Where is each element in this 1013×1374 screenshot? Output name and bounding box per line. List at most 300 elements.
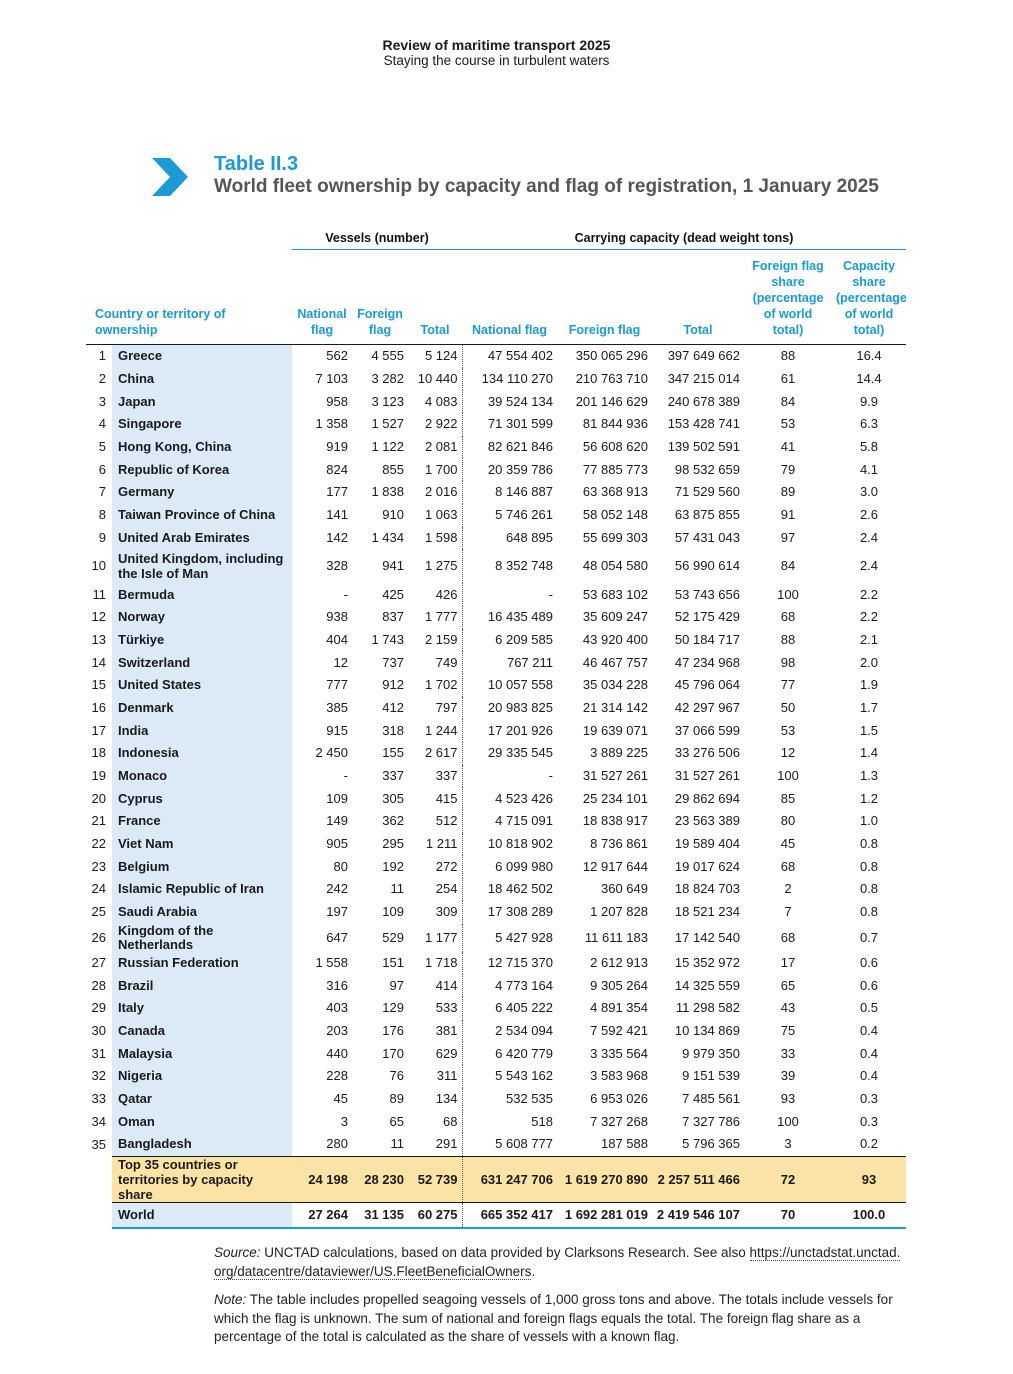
cell-vessels-national: 197	[326, 904, 348, 920]
cell-vessels-national: 141	[326, 507, 348, 523]
row-name: Brazil	[112, 974, 292, 997]
cell-foreign-share: 88	[780, 631, 796, 647]
cell-capacity-foreign: 56 608 620	[582, 439, 648, 455]
cell-capacity-national: 6 420 779	[495, 1045, 553, 1061]
table-row	[86, 368, 906, 391]
cell-vessels-foreign: 65	[389, 1113, 404, 1129]
cell-vessels-total: 1 244	[408, 719, 462, 742]
cell-vessels-national: 915	[326, 722, 348, 738]
cell-capacity-total: 11 298 582	[675, 1000, 740, 1016]
cell-capacity-share: 4.1	[859, 461, 879, 477]
row-rank: 19	[91, 768, 106, 784]
cell-foreign-share: 97	[780, 529, 796, 545]
cell-vessels-foreign: 1 527	[371, 416, 404, 432]
cell-capacity-national: 4 523 426	[495, 790, 553, 806]
row-rank: 15	[91, 677, 106, 693]
cell-vessels-national: 1 358	[315, 416, 348, 432]
cell-capacity-share: 0.8	[859, 836, 879, 852]
cell-vessels-national: 80	[333, 858, 348, 874]
table-row	[86, 974, 906, 997]
cell-vessels-total: 60 275	[408, 1202, 462, 1228]
row-rank: 7	[98, 484, 106, 500]
cell-capacity-total: 47 234 968	[674, 654, 740, 670]
cell-foreign-share: 84	[780, 393, 796, 409]
cell-vessels-foreign: 11	[390, 1136, 404, 1152]
col-vessels-total: Total	[408, 250, 462, 345]
cell-capacity-total: 19 017 624	[674, 858, 740, 874]
cell-vessels-total: 291	[408, 1133, 462, 1156]
cell-capacity-national: 17 201 926	[487, 722, 553, 738]
row-rank: 33	[91, 1090, 106, 1106]
cell-vessels-national: 777	[326, 677, 348, 693]
cell-vessels-total: 2 922	[408, 413, 462, 436]
cell-capacity-total: 53 743 656	[674, 586, 740, 602]
cell-vessels-national: 403	[326, 1000, 348, 1016]
cell-capacity-foreign: 3 889 225	[590, 745, 648, 761]
cell-vessels-total: 1 777	[408, 606, 462, 629]
cell-capacity-share: 1.5	[859, 722, 879, 738]
cell-capacity-share: 0.7	[859, 929, 879, 945]
top35-row	[86, 1156, 906, 1202]
row-name: Italy	[112, 997, 292, 1020]
cell-vessels-foreign: 3 282	[371, 371, 404, 387]
table-row	[86, 1110, 906, 1133]
table-row	[86, 1088, 906, 1111]
cell-capacity-share: 0.8	[859, 858, 879, 874]
col-capacity-share: Capacity share (percentage of world total)	[832, 250, 906, 345]
table-row	[86, 458, 906, 481]
table-row	[86, 697, 906, 720]
cell-vessels-national: 280	[326, 1136, 348, 1152]
cell-capacity-national: 4 715 091	[495, 813, 553, 829]
cell-capacity-share: 0.3	[859, 1090, 879, 1106]
cell-vessels-total: 1 063	[408, 504, 462, 527]
cell-vessels-total: 1 211	[408, 833, 462, 856]
cell-capacity-foreign: 350 065 296	[575, 348, 648, 364]
cell-vessels-national: 27 264	[292, 1202, 352, 1228]
row-rank: 29	[91, 1000, 106, 1016]
cell-capacity-national: 47 554 402	[487, 348, 553, 364]
cell-foreign-share: 65	[780, 977, 796, 993]
cell-capacity-total: 15 352 972	[674, 954, 740, 970]
cell-capacity-foreign: 53 683 102	[582, 586, 648, 602]
row-name: World	[112, 1202, 292, 1228]
cell-foreign-share: 53	[780, 416, 796, 432]
row-rank: 27	[91, 954, 106, 970]
row-rank: 35	[91, 1136, 106, 1152]
table-row	[86, 924, 906, 952]
row-name: Oman	[112, 1110, 292, 1133]
cell-capacity-share: 0.4	[859, 1022, 879, 1038]
cell-capacity-foreign: 18 838 917	[582, 813, 648, 829]
cell-capacity-share: 1.4	[859, 745, 879, 761]
cell-vessels-national: 12	[333, 654, 348, 670]
cell-capacity-total: 37 066 599	[674, 722, 740, 738]
source-note: Source: UNCTAD calculations, based on data provided by Clarksons Research. See also https://unctadstat.unctad.org/datacentre/dataviewer/US.FleetBeneficialOwners.	[214, 1245, 901, 1279]
cell-capacity-total: 45 796 064	[674, 677, 740, 693]
cell-vessels-total: 254	[408, 878, 462, 901]
cell-vessels-national: 328	[326, 558, 348, 574]
cell-capacity-foreign: 77 885 773	[582, 461, 648, 477]
cell-vessels-foreign: 151	[382, 954, 404, 970]
cell-capacity-total: 57 431 043	[674, 529, 740, 545]
cell-capacity-national: -	[548, 768, 553, 784]
row-name: Qatar	[112, 1088, 292, 1111]
cell-vessels-foreign: 855	[382, 461, 404, 477]
cell-capacity-foreign: 21 314 142	[582, 699, 648, 715]
cell-vessels-national: 242	[326, 881, 348, 897]
cell-vessels-total: 1 598	[408, 527, 462, 550]
cell-capacity-share: 0.6	[859, 954, 879, 970]
row-rank: 3	[98, 393, 106, 409]
source-text: UNCTAD calculations, based on data provided by Clarksons Research. See also	[260, 1245, 750, 1260]
cell-capacity-foreign: 6 953 026	[590, 1090, 648, 1106]
cell-vessels-foreign: 737	[382, 654, 404, 670]
cell-foreign-share: 41	[780, 439, 796, 455]
cell-vessels-total: 749	[408, 651, 462, 674]
cell-vessels-national: 824	[326, 461, 348, 477]
cell-capacity-total: 98 532 659	[674, 461, 740, 477]
source-link[interactable]: https://unctadstat.unctad.org/datacentre/dataviewer/US.FleetBeneficialOwners	[214, 1245, 901, 1279]
row-rank: 12	[91, 609, 106, 625]
cell-capacity-national: 631 247 706	[462, 1156, 557, 1202]
cell-vessels-foreign: 837	[382, 609, 404, 625]
cell-capacity-foreign: 55 699 303	[582, 529, 648, 545]
row-name: Cyprus	[112, 787, 292, 810]
cell-foreign-share: 79	[780, 461, 796, 477]
table-row	[86, 674, 906, 697]
cell-capacity-total: 29 862 694	[674, 790, 740, 806]
cell-vessels-foreign: 176	[382, 1022, 404, 1038]
cell-vessels-foreign: 155	[382, 745, 404, 761]
cell-capacity-national: 532 535	[506, 1090, 553, 1106]
table-row	[86, 1133, 906, 1156]
cell-vessels-national: 938	[326, 609, 348, 625]
cell-vessels-national: 142	[326, 529, 348, 545]
cell-vessels-foreign: 76	[389, 1068, 404, 1084]
row-rank: 18	[91, 745, 106, 761]
cell-capacity-foreign: 4 891 354	[590, 1000, 648, 1016]
table-row	[86, 504, 906, 527]
cell-capacity-total: 52 175 429	[674, 609, 740, 625]
row-rank: 5	[98, 439, 106, 455]
table-note	[214, 1291, 904, 1347]
cell-capacity-share: 6.3	[859, 416, 879, 432]
cell-foreign-share: 61	[780, 371, 796, 387]
note-text: The table includes propelled seagoing vessels of 1,000 gross tons and above. The totals include vessels for which the flag is unknown. The sum of national and foreign flags equals the total. The foreign flag share as a percentage of the total is calculated as the share of vessels with a known flag.	[214, 1292, 893, 1344]
cell-capacity-foreign: 58 052 148	[582, 507, 648, 523]
cell-foreign-share: 72	[744, 1156, 832, 1202]
cell-capacity-share: 5.8	[859, 439, 879, 455]
cell-vessels-foreign: 1 434	[371, 529, 404, 545]
row-name: Switzerland	[112, 651, 292, 674]
cell-capacity-share: 1.7	[859, 699, 879, 715]
cell-capacity-national: 39 524 134	[487, 393, 553, 409]
cell-capacity-share: 2.1	[859, 631, 879, 647]
world-row	[86, 1202, 906, 1228]
table-row	[86, 1020, 906, 1043]
cell-capacity-national: 20 983 825	[487, 699, 553, 715]
cell-capacity-national: 71 301 599	[487, 416, 553, 432]
cell-vessels-total: 381	[408, 1020, 462, 1043]
row-rank: 34	[91, 1113, 106, 1129]
col-capacity-foreign: Foreign flag	[557, 250, 652, 345]
cell-capacity-total: 71 529 560	[674, 484, 740, 500]
cell-foreign-share: 85	[780, 790, 796, 806]
table-row	[86, 742, 906, 765]
cell-vessels-foreign: 109	[382, 904, 404, 920]
cell-capacity-national: 5 746 261	[495, 507, 553, 523]
row-name: Canada	[112, 1020, 292, 1043]
cell-capacity-total: 33 276 506	[674, 745, 740, 761]
cell-foreign-share: 100	[777, 1113, 799, 1129]
row-rank: 8	[98, 507, 106, 523]
table-row	[86, 719, 906, 742]
cell-capacity-foreign: 187 588	[601, 1136, 648, 1152]
report-subtitle: Staying the course in turbulent waters	[383, 53, 610, 68]
cell-foreign-share: 98	[780, 654, 796, 670]
row-name: Saudi Arabia	[112, 901, 292, 924]
cell-capacity-national: 8 146 887	[495, 484, 553, 500]
cell-capacity-share: 0.2	[859, 1136, 879, 1152]
cell-vessels-national: 203	[326, 1022, 348, 1038]
cell-foreign-share: 39	[780, 1068, 796, 1084]
col-country: Country or territory of ownership	[86, 250, 292, 345]
cell-capacity-foreign: 35 609 247	[582, 609, 648, 625]
cell-capacity-total: 9 151 539	[682, 1068, 740, 1084]
cell-vessels-foreign: 337	[382, 768, 404, 784]
cell-capacity-share: 3.0	[859, 484, 879, 500]
cell-capacity-foreign: 2 612 913	[590, 954, 648, 970]
cell-vessels-total: 797	[408, 697, 462, 720]
cell-foreign-share: 100	[777, 768, 799, 784]
cell-capacity-total: 18 521 234	[674, 904, 740, 920]
table-row	[86, 527, 906, 550]
cell-foreign-share: 100	[777, 586, 799, 602]
cell-vessels-foreign: 31 135	[352, 1202, 408, 1228]
cell-capacity-foreign: 11 611 183	[584, 929, 648, 945]
cell-capacity-total: 23 563 389	[674, 813, 740, 829]
row-name: Russian Federation	[112, 952, 292, 975]
cell-foreign-share: 43	[780, 1000, 796, 1016]
cell-capacity-share: 0.5	[859, 1000, 879, 1016]
cell-capacity-national: 6 405 222	[495, 1000, 553, 1016]
cell-capacity-national: 648 895	[506, 529, 553, 545]
row-name: Greece	[112, 345, 292, 368]
cell-capacity-national: 18 462 502	[487, 881, 553, 897]
cell-capacity-total: 10 134 869	[674, 1022, 740, 1038]
col-capacity-national: National flag	[462, 250, 557, 345]
cell-vessels-national: 109	[326, 790, 348, 806]
cell-capacity-share: 9.9	[859, 393, 879, 409]
row-rank: 4	[98, 416, 106, 432]
cell-capacity-national: 665 352 417	[462, 1202, 557, 1228]
row-rank: 6	[98, 461, 106, 477]
table-title: World fleet ownership by capacity and flag of registration, 1 January 2025	[214, 176, 879, 197]
cell-capacity-share: 0.6	[859, 977, 879, 993]
row-rank: 21	[91, 813, 106, 829]
cell-vessels-total: 512	[408, 810, 462, 833]
cell-vessels-national: 647	[326, 929, 348, 945]
row-rank: 32	[91, 1068, 106, 1084]
cell-vessels-foreign: 305	[382, 790, 404, 806]
cell-capacity-total: 2 419 546 107	[652, 1202, 744, 1228]
cell-foreign-share: 88	[780, 348, 796, 364]
row-name: Germany	[112, 481, 292, 504]
row-rank: 26	[91, 929, 106, 945]
row-rank: 16	[91, 699, 106, 715]
table-row	[86, 606, 906, 629]
table-row	[86, 901, 906, 924]
row-name: United States	[112, 674, 292, 697]
cell-vessels-total: 309	[408, 901, 462, 924]
cell-vessels-total: 426	[408, 583, 462, 606]
cell-capacity-share: 14.4	[856, 371, 882, 387]
col-foreign-share: Foreign flag share (percentage of world total)	[744, 250, 832, 345]
row-rank: 14	[91, 654, 106, 670]
table-row	[86, 629, 906, 652]
cell-capacity-national: 5 427 928	[495, 929, 553, 945]
row-rank: 11	[92, 586, 106, 602]
cell-capacity-share: 0.8	[859, 904, 879, 920]
cell-vessels-foreign: 89	[389, 1090, 404, 1106]
cell-capacity-share: 100.0	[832, 1202, 906, 1228]
cell-capacity-foreign: 201 146 629	[575, 393, 648, 409]
cell-capacity-total: 56 990 614	[674, 558, 740, 574]
row-rank: 25	[91, 904, 106, 920]
cell-vessels-foreign: 28 230	[352, 1156, 408, 1202]
cell-capacity-foreign: 12 917 644	[582, 858, 648, 874]
cell-foreign-share: 70	[744, 1202, 832, 1228]
row-name: Viet Nam	[112, 833, 292, 856]
row-name: Malaysia	[112, 1042, 292, 1065]
cell-capacity-total: 153 428 741	[667, 416, 740, 432]
cell-vessels-total: 10 440	[408, 368, 462, 391]
cell-capacity-national: 767 211	[506, 654, 553, 670]
cell-capacity-foreign: 360 649	[601, 881, 648, 897]
row-name: Türkiye	[112, 629, 292, 652]
cell-capacity-foreign: 48 054 580	[582, 558, 648, 574]
table-number: Table II.3	[214, 153, 299, 175]
table-row	[86, 481, 906, 504]
cell-capacity-total: 63 875 855	[674, 507, 740, 523]
table-row	[86, 436, 906, 459]
cell-vessels-foreign: 318	[382, 722, 404, 738]
cell-capacity-national: 29 335 545	[487, 745, 553, 761]
row-name: Kingdom of the Netherlands	[112, 924, 292, 952]
col-capacity-total: Total	[652, 250, 744, 345]
row-rank: 24	[91, 881, 106, 897]
cell-capacity-total: 17 142 540	[674, 929, 740, 945]
row-name: Japan	[112, 390, 292, 413]
cell-capacity-national: 20 359 786	[487, 461, 553, 477]
cell-capacity-national: 134 110 270	[481, 371, 553, 387]
cell-vessels-total: 1 700	[408, 458, 462, 481]
cell-foreign-share: 75	[780, 1022, 796, 1038]
cell-capacity-national: 4 773 164	[495, 977, 553, 993]
cell-vessels-foreign: 412	[382, 699, 404, 715]
cell-vessels-total: 2 081	[408, 436, 462, 459]
note-label: Note:	[214, 1292, 247, 1307]
cell-vessels-national: -	[343, 586, 348, 602]
table-row	[86, 583, 906, 606]
cell-capacity-national: 10 818 902	[487, 836, 553, 852]
row-name: Top 35 countries or territories by capacity share	[112, 1156, 292, 1202]
cell-capacity-foreign: 19 639 071	[582, 722, 648, 738]
cell-vessels-national: 562	[326, 348, 348, 364]
cell-vessels-national: 440	[326, 1045, 348, 1061]
row-name: Hong Kong, China	[112, 436, 292, 459]
cell-vessels-total: 337	[408, 765, 462, 788]
cell-vessels-foreign: 910	[382, 507, 404, 523]
row-name: China	[112, 368, 292, 391]
cell-foreign-share: 33	[780, 1045, 796, 1061]
cell-capacity-share: 1.0	[859, 813, 879, 829]
row-name: Islamic Republic of Iran	[112, 878, 292, 901]
row-name: Monaco	[112, 765, 292, 788]
cell-vessels-total: 52 739	[408, 1156, 462, 1202]
cell-capacity-share: 16.4	[856, 348, 882, 364]
cell-capacity-total: 5 796 365	[682, 1136, 740, 1152]
cell-capacity-share: 1.9	[859, 677, 879, 693]
cell-vessels-national: 385	[326, 699, 348, 715]
cell-vessels-national: 404	[326, 631, 348, 647]
cell-vessels-national: 177	[326, 484, 348, 500]
cell-vessels-national: 1 558	[315, 954, 348, 970]
cell-capacity-share: 0.8	[859, 881, 879, 897]
cell-vessels-foreign: 1 743	[371, 631, 404, 647]
cell-capacity-foreign: 3 335 564	[590, 1045, 648, 1061]
cell-capacity-total: 347 215 014	[667, 371, 740, 387]
cell-capacity-foreign: 31 527 261	[582, 768, 648, 784]
table-row	[86, 833, 906, 856]
cell-foreign-share: 50	[780, 699, 796, 715]
cell-vessels-national: 24 198	[292, 1156, 352, 1202]
cell-vessels-national: 919	[326, 439, 348, 455]
cell-vessels-foreign: 97	[389, 977, 404, 993]
cell-capacity-national: 16 435 489	[487, 609, 553, 625]
cell-capacity-total: 7 327 786	[682, 1113, 740, 1129]
cell-vessels-total: 533	[408, 997, 462, 1020]
cell-capacity-national: 17 308 289	[487, 904, 553, 920]
cell-capacity-national: 10 057 558	[487, 677, 553, 693]
cell-vessels-foreign: 170	[382, 1045, 404, 1061]
cell-vessels-national: -	[343, 768, 348, 784]
cell-capacity-national: 518	[531, 1113, 553, 1129]
cell-vessels-foreign: 941	[382, 558, 404, 574]
row-rank: 20	[91, 790, 106, 806]
report-title: Review of maritime transport 2025	[382, 37, 611, 53]
cell-vessels-total: 1 177	[408, 924, 462, 952]
table-row	[86, 878, 906, 901]
cell-capacity-share: 93	[832, 1156, 906, 1202]
cell-capacity-foreign: 35 034 228	[582, 677, 648, 693]
table-row	[86, 855, 906, 878]
cell-vessels-total: 2 016	[408, 481, 462, 504]
cell-capacity-total: 7 485 561	[682, 1090, 740, 1106]
cell-capacity-total: 14 325 559	[674, 977, 740, 993]
cell-capacity-total: 240 678 389	[667, 393, 740, 409]
cell-capacity-share: 0.3	[859, 1113, 879, 1129]
cell-vessels-foreign: 11	[390, 881, 404, 897]
cell-capacity-national: 8 352 748	[495, 558, 553, 574]
cell-capacity-foreign: 46 467 757	[582, 654, 648, 670]
cell-vessels-total: 1 702	[408, 674, 462, 697]
cell-capacity-foreign: 8 736 861	[590, 836, 648, 852]
cell-vessels-total: 415	[408, 787, 462, 810]
cell-foreign-share: 2	[784, 881, 792, 897]
cell-vessels-total: 1 718	[408, 952, 462, 975]
